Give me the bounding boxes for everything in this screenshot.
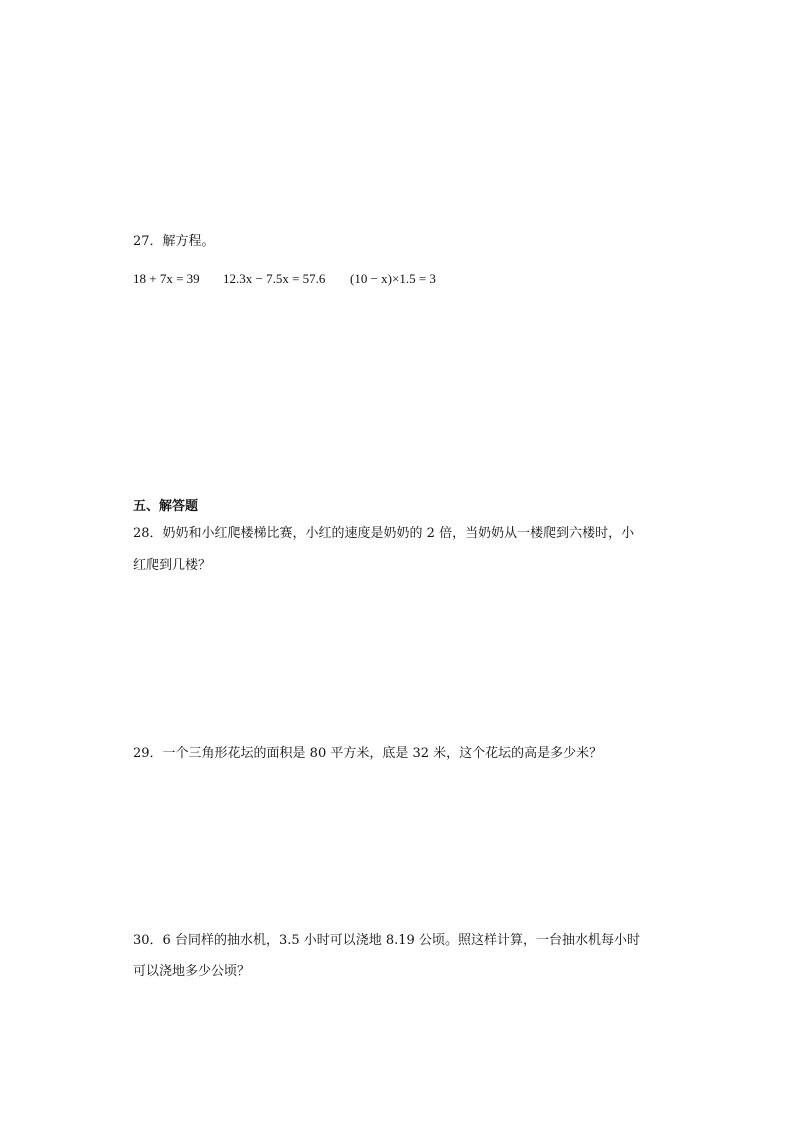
question-28-line-2: 红爬到几楼？ <box>133 558 212 573</box>
equation-1: 18 + 7x = 39 <box>133 271 200 286</box>
equation-2: 12.3x − 7.5x = 57.6 <box>223 271 326 286</box>
question-29-line-1: 29．一个三角形花坛的面积是 80 平方米，底是 32 米，这个花坛的高是多少米？ <box>133 746 603 761</box>
question-30-line-1: 30．6 台同样的抽水机，3.5 小时可以浇地 8.19 公顷。照这样计算，一台抽水机每小时 <box>133 933 640 948</box>
question-28-line-1: 28．奶奶和小红爬楼梯比赛，小红的速度是奶奶的 2 倍，当奶奶从一楼爬到六楼时，小 <box>133 526 635 541</box>
question-30-line-2: 可以浇地多少公顷？ <box>133 964 251 979</box>
equation-3: (10 − x)×1.5 = 3 <box>350 271 436 286</box>
section-heading: 五、解答题 <box>133 499 199 514</box>
question-27-title: 27．解方程。 <box>133 234 215 249</box>
